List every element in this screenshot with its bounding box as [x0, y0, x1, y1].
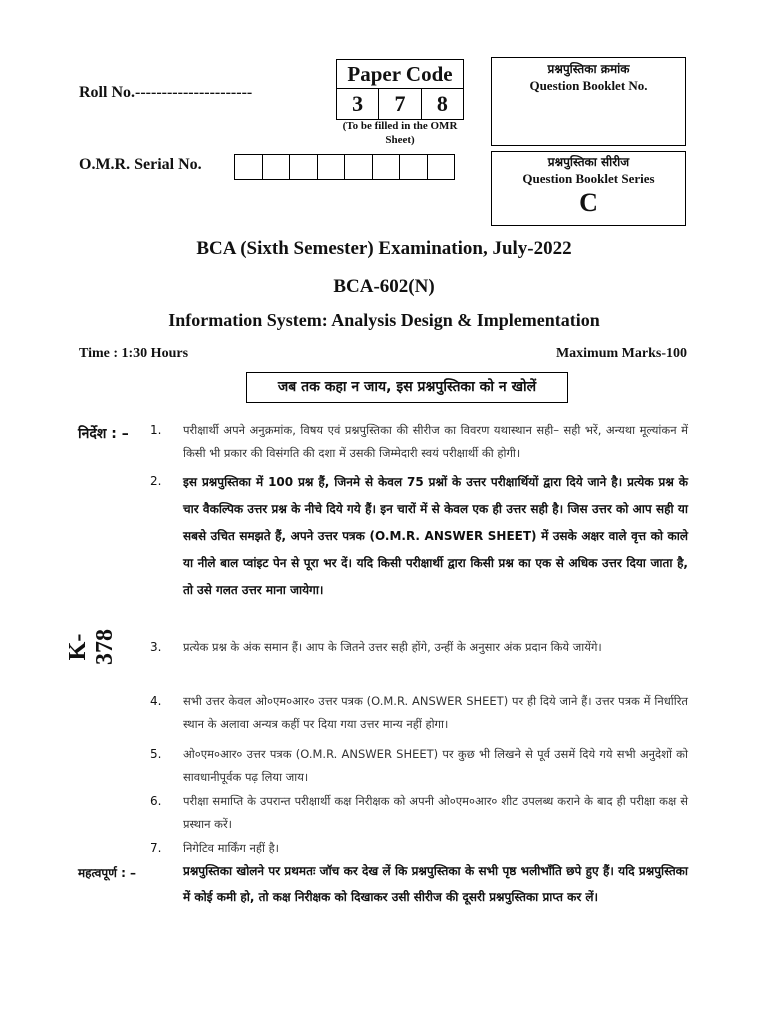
booklet-series-value: C: [579, 188, 598, 217]
instruction-number: 2.: [150, 474, 162, 488]
omr-box: [263, 154, 291, 180]
exam-title: BCA (Sixth Semester) Examination, July-2022: [196, 238, 572, 259]
omr-box: [345, 154, 373, 180]
booklet-series-label-hindi: प्रश्नपुस्तिका सीरीज: [547, 155, 630, 169]
omr-serial-boxes: [234, 154, 455, 180]
question-booklet-number-box: [491, 57, 686, 146]
do-not-open-warning: जब तक कहा न जाय, इस प्रश्नपुस्तिका को न खोलें: [246, 372, 568, 403]
omr-box: [235, 154, 263, 180]
paper-code-box: [336, 59, 464, 120]
instruction-text: परीक्षा समाप्ति के उपरान्त परीक्षार्थी कक्ष निरीक्षक को अपनी ओ०एम०आर० शीट उपलब्ध कराने के बाद ही परीक्षा कक्ष से प्रस्थान करें।: [183, 794, 688, 831]
instruction-text: इस प्रश्नपुस्तिका में 100 प्रश्न हैं, जिनमे से केवल 75 प्रश्नों के उत्तर परीक्षार्थियों द्वारा दिये जाने है। प्रत्येक प्रश्न के चार वैकल्पिक उत्तर प्रश्न के नीचे दिये गये हैं। इन चारों में से केवल एक ही उत्तर सही है। जिस उत्तर को आप सही या सबसे उचित समझते हैं, अपने उत्तर पत्रक (O.M.R. ANSWER SHEET) में उसके अक्षर वाले वृत्त को काले या नीले बाल प्वांइट पेन से पूरा भर दें। यदि किसी परीक्षार्थी द्वारा किसी प्रश्न का एक से अधिक उत्तर दिया जाता है, तो उसे गलत उत्तर माना जायेगा।: [183, 475, 688, 597]
important-note: प्रश्नपुस्तिका खोलने पर प्रथमतः जॉच कर देख लें कि प्रश्नपुस्तिका के सभी पृष्ठ भलीभाँति छपे हुए हैं। यदि प्रश्नपुस्तिका में कोई कमी हो, तो कक्ष निरीक्षक को दिखाकर उसी सीरीज की दूसरी प्रश्नपुस्तिका प्राप्त कर लें।: [183, 864, 688, 904]
paper-code-title: Paper Code: [337, 60, 463, 89]
instruction-number: 6.: [150, 794, 162, 808]
question-booklet-series-box: [491, 151, 686, 226]
course-code: BCA-602(N): [333, 276, 435, 297]
important-label: महत्वपूर्ण : –: [78, 866, 137, 880]
paper-code-digit: 7: [379, 89, 421, 119]
instruction-text: परीक्षार्थी अपने अनुक्रमांक, विषय एवं प्रश्नपुस्तिका की सीरीज का विवरण यथास्थान सही– सही भरें, अन्यथा मूल्यांकन में किसी भी प्रकार की विसंगति की दशा में उसकी जिम्मेदारी स्वयं परीक्षार्थी की होगी।: [183, 423, 688, 460]
omr-box: [373, 154, 401, 180]
instruction-text: ओ०एम०आर० उत्तर पत्रक (O.M.R. ANSWER SHEET) पर कुछ भी लिखने से पूर्व उसमें दिये गये सभी अनुदेशों को सावधानीपूर्वक पढ़ लिया जाय।: [183, 747, 688, 784]
omr-box: [428, 154, 456, 180]
booklet-series-label: Question Booklet Series: [522, 171, 655, 186]
booklet-number-label: Question Booklet No.: [529, 78, 648, 93]
instructions-label: निर्देश : –: [78, 426, 129, 442]
roll-number-label: Roll No.----------------------: [79, 84, 253, 101]
paper-code-digit: 3: [337, 89, 379, 119]
paper-code-digit: 8: [436, 91, 448, 116]
time-duration: Time : 1:30 Hours: [79, 346, 189, 361]
paper-code-digits: [337, 89, 463, 119]
booklet-number-label-hindi: प्रश्नपुस्तिका क्रमांक: [547, 62, 630, 76]
instruction-number: 1.: [150, 423, 162, 437]
paper-code-note: (To be filled in the OMR Sheet): [342, 120, 458, 146]
omr-box: [318, 154, 346, 180]
instruction-text: प्रत्येक प्रश्न के अंक समान हैं। आप के जितने उत्तर सही होंगे, उन्हीं के अनुसार अंक प्रदान किये जायेंगे।: [183, 640, 602, 654]
instruction-text: निगेटिव मार्किंग नहीं है।: [183, 841, 280, 855]
instruction-number: 7.: [150, 841, 162, 855]
omr-serial-label: O.M.R. Serial No.: [79, 156, 202, 173]
instruction-text: सभी उत्तर केवल ओ०एम०आर० उत्तर पत्रक (O.M.R. ANSWER SHEET) पर ही दिये जाने हैं। उत्तर पत्रक में निर्धारित स्थान के अलावा अन्यत्र कहीं पर दिया गया उत्तर मान्य नहीं होगा।: [183, 694, 688, 731]
omr-box: [290, 154, 318, 180]
side-paper-code: K-378: [65, 629, 118, 665]
subject-title: Information System: Analysis Design & Implementation: [168, 310, 600, 330]
instruction-number: 5.: [150, 747, 162, 761]
instruction-number: 3.: [150, 640, 162, 654]
maximum-marks: Maximum Marks-100: [555, 346, 687, 361]
instruction-number: 4.: [150, 694, 162, 708]
omr-box: [400, 154, 428, 180]
